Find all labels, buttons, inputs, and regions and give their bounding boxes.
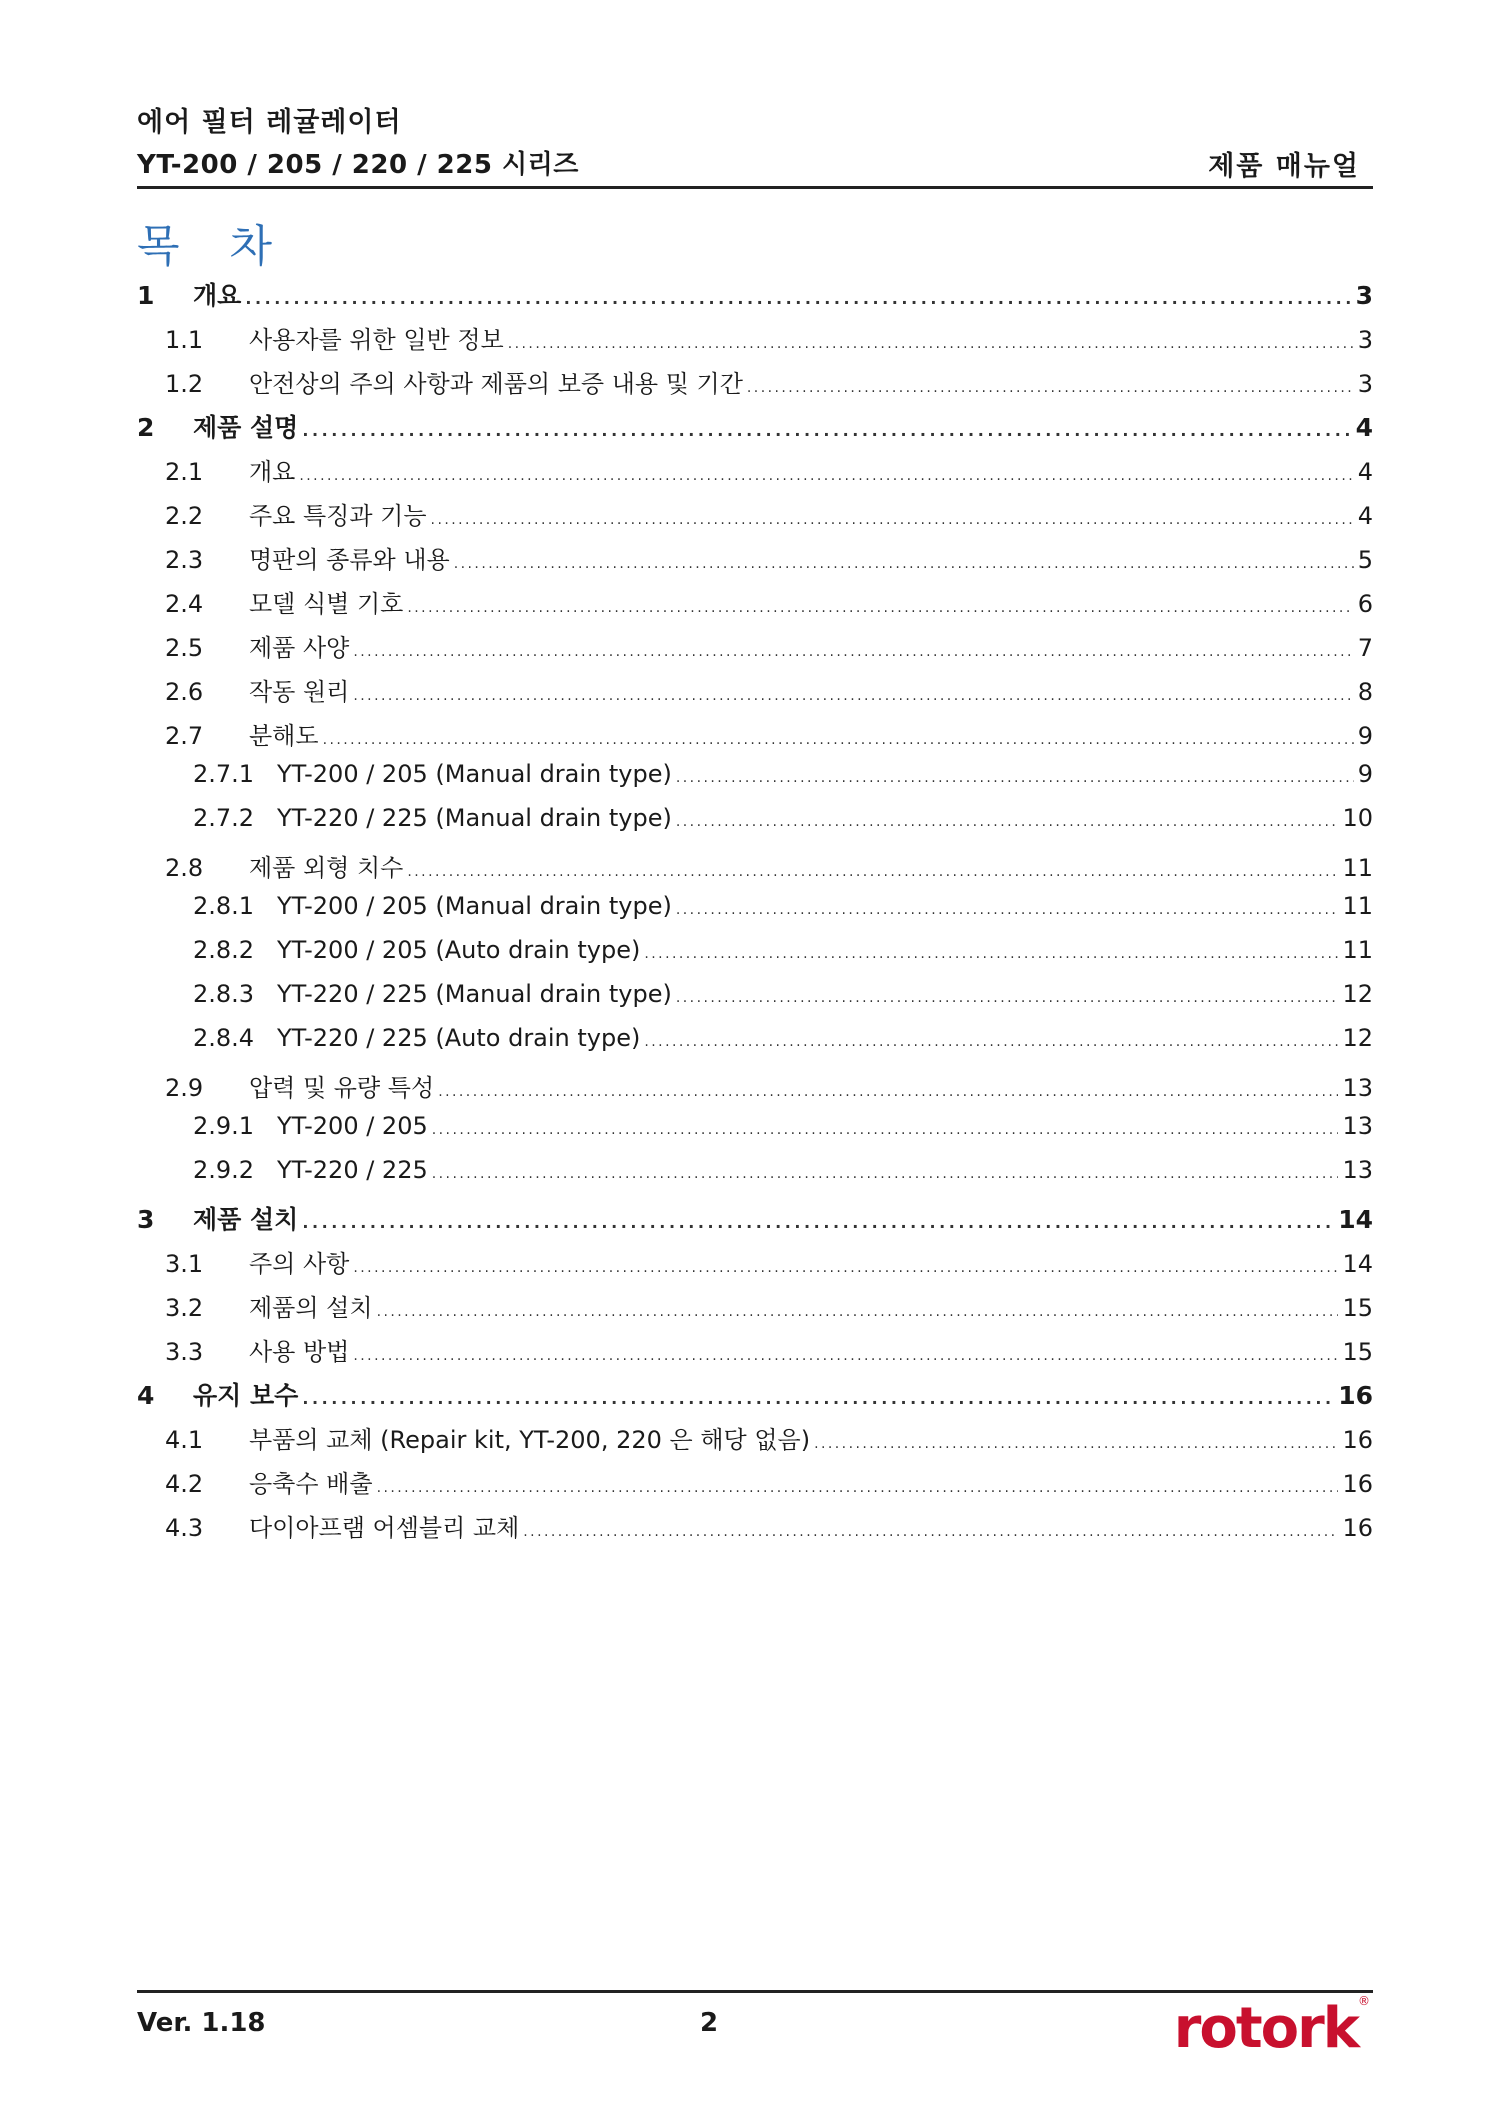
toc-entry-page: 16 [1342, 1426, 1373, 1454]
toc-entry-text: 분해도 [249, 722, 319, 750]
toc-entry-page: 3 [1355, 281, 1373, 310]
rotork-logo [1174, 1996, 1370, 2061]
toc-entry[interactable] [137, 408, 1373, 452]
header-series: YT-200 / 205 / 220 / 225 시리즈 [137, 150, 579, 180]
toc-entry-number: 4.1 [165, 1426, 204, 1454]
toc-entry-number: 4.2 [165, 1470, 204, 1498]
toc-entry[interactable] [137, 1156, 1373, 1200]
toc-entry[interactable] [137, 584, 1373, 628]
toc-entry-text: 제품 사양 [249, 634, 350, 662]
toc-entry-page: 5 [1357, 546, 1373, 574]
toc-entry-number: 3.1 [165, 1250, 204, 1278]
toc-entry-text: 개요 [193, 281, 242, 310]
toc-entry[interactable] [137, 1112, 1373, 1156]
toc-entry[interactable] [137, 540, 1373, 584]
toc-entry[interactable] [137, 1420, 1373, 1464]
toc-entry-page: 16 [1342, 1470, 1373, 1498]
toc-entry-text: 사용자를 위한 일반 정보 [249, 326, 504, 354]
toc-dot-leader [431, 512, 1354, 528]
toc-entry-number: 2.7 [165, 722, 204, 750]
toc-entry-text: 다이아프램 어셈블리 교체 [249, 1514, 520, 1542]
toc-entry-text: YT-220 / 225 (Manual drain type) [277, 804, 672, 832]
toc-entry-text: 제품의 설치 [249, 1294, 373, 1322]
toc-entry-number: 2.9 [165, 1074, 204, 1102]
toc-entry-number: 2.9.2 [193, 1156, 255, 1184]
toc-dot-leader [454, 556, 1354, 572]
toc-title: 목 차 [137, 221, 290, 272]
toc-entry[interactable] [137, 980, 1373, 1024]
toc-entry-text: 모델 식별 기호 [249, 590, 404, 618]
toc-entry-number: 2.7.2 [193, 804, 255, 832]
toc-entry[interactable] [137, 452, 1373, 496]
toc-entry-number: 2 [137, 413, 155, 442]
toc-dot-leader [432, 1122, 1339, 1138]
toc-entry[interactable] [137, 1024, 1373, 1068]
toc-entry-text: 작동 원리 [249, 678, 350, 706]
toc-entry-number: 2.5 [165, 634, 204, 662]
toc-entry-page: 13 [1342, 1074, 1373, 1102]
toc-dot-leader [377, 1480, 1339, 1496]
toc-entry-number: 2.4 [165, 590, 204, 618]
toc-entry-text: 유지 보수 [193, 1381, 299, 1410]
toc-entry-page: 4 [1355, 413, 1373, 442]
toc-entry-text: 제품 설치 [193, 1205, 299, 1234]
toc-dot-leader [353, 688, 1353, 704]
toc-entry[interactable] [137, 936, 1373, 980]
toc-entry[interactable] [137, 276, 1373, 320]
toc-dot-leader [676, 902, 1339, 918]
toc-dot-leader [747, 380, 1354, 396]
toc-dot-leader [407, 864, 1338, 880]
toc-entry-number: 3.2 [165, 1294, 204, 1322]
toc-entry-text: YT-200 / 205 (Manual drain type) [277, 892, 672, 920]
toc-list [137, 276, 1373, 1552]
toc-entry-page: 3 [1357, 370, 1373, 398]
toc-dot-leader [676, 770, 1354, 786]
toc-entry[interactable] [137, 1464, 1373, 1508]
footer-page-number: 2 [700, 2008, 719, 2038]
toc-entry-number: 2.8 [165, 854, 204, 882]
toc-entry-text: YT-220 / 225 (Manual drain type) [277, 980, 672, 1008]
toc-entry-text: 주의 사항 [249, 1250, 350, 1278]
toc-dot-leader [302, 421, 1351, 440]
toc-entry[interactable] [137, 804, 1373, 848]
toc-entry-page: 14 [1338, 1205, 1373, 1234]
toc-entry-text: 주요 특징과 기능 [249, 502, 427, 530]
toc-entry-text: 개요 [249, 458, 296, 486]
toc-entry-page: 4 [1357, 458, 1373, 486]
toc-dot-leader [407, 600, 1353, 616]
toc-entry-number: 2.8.4 [193, 1024, 255, 1052]
logo-text: rotork [1173, 1996, 1358, 2061]
toc-entry-page: 4 [1357, 502, 1373, 530]
toc-entry[interactable] [137, 672, 1373, 716]
toc-entry-page: 12 [1342, 1024, 1373, 1052]
toc-entry-page: 3 [1357, 326, 1373, 354]
toc-entry-number: 4.3 [165, 1514, 204, 1542]
toc-entry-number: 2.3 [165, 546, 204, 574]
toc-entry[interactable] [137, 1200, 1373, 1244]
toc-entry-number: 4 [137, 1381, 155, 1410]
toc-entry-number: 2.6 [165, 678, 204, 706]
toc-dot-leader [353, 1260, 1338, 1276]
toc-entry-number: 1.2 [165, 370, 204, 398]
toc-entry[interactable] [137, 1288, 1373, 1332]
toc-dot-leader [814, 1436, 1338, 1452]
toc-entry[interactable] [137, 848, 1373, 892]
toc-entry[interactable] [137, 1244, 1373, 1288]
toc-entry-page: 11 [1342, 892, 1373, 920]
toc-entry-text: 명판의 종류와 내용 [249, 546, 450, 574]
toc-entry-number: 2.8.3 [193, 980, 255, 1008]
toc-dot-leader [508, 336, 1354, 352]
toc-entry-page: 12 [1342, 980, 1373, 1008]
toc-entry-page: 7 [1357, 634, 1373, 662]
toc-dot-leader [644, 1034, 1338, 1050]
header-divider [137, 186, 1373, 189]
registered-mark: ® [1358, 1994, 1370, 2009]
toc-entry[interactable] [137, 1376, 1373, 1420]
toc-entry-page: 11 [1342, 936, 1373, 964]
toc-dot-leader [377, 1304, 1339, 1320]
toc-entry-page: 13 [1342, 1156, 1373, 1184]
toc-entry-page: 16 [1338, 1381, 1373, 1410]
toc-entry-number: 1 [137, 281, 155, 310]
toc-dot-leader [323, 732, 1354, 748]
toc-entry-text: 제품 설명 [193, 413, 299, 442]
toc-entry-number: 2.7.1 [193, 760, 255, 788]
toc-entry-page: 11 [1342, 854, 1373, 882]
toc-entry-text: 부품의 교체 (Repair kit, YT-200, 220 은 해당 없음) [249, 1426, 811, 1454]
toc-entry-text: YT-220 / 225 (Auto drain type) [277, 1024, 641, 1052]
toc-entry-page: 15 [1342, 1294, 1373, 1322]
footer-divider [137, 1990, 1373, 1993]
toc-entry[interactable] [137, 1068, 1373, 1112]
footer-version: Ver. 1.18 [137, 2008, 266, 2038]
toc-entry[interactable] [137, 320, 1373, 364]
toc-entry-text: 압력 및 유량 특성 [249, 1074, 435, 1102]
toc-entry-page: 13 [1342, 1112, 1373, 1140]
toc-entry-text: YT-200 / 205 [277, 1112, 428, 1140]
toc-entry-text: 제품 외형 치수 [249, 854, 404, 882]
toc-entry-number: 1.1 [165, 326, 204, 354]
toc-entry[interactable] [137, 628, 1373, 672]
toc-entry[interactable] [137, 1332, 1373, 1376]
toc-entry-number: 2.8.1 [193, 892, 255, 920]
toc-dot-leader [523, 1524, 1338, 1540]
toc-entry-number: 2.8.2 [193, 936, 255, 964]
toc-entry-number: 3.3 [165, 1338, 204, 1366]
toc-entry-page: 9 [1357, 760, 1373, 788]
toc-entry-text: YT-220 / 225 [277, 1156, 428, 1184]
toc-dot-leader [245, 289, 1351, 308]
toc-entry-page: 6 [1357, 590, 1373, 618]
toc-entry-text: 응축수 배출 [249, 1470, 373, 1498]
toc-entry[interactable] [137, 364, 1373, 408]
toc-entry[interactable] [137, 760, 1373, 804]
toc-dot-leader [353, 644, 1353, 660]
toc-dot-leader [302, 1389, 1334, 1408]
toc-entry-page: 8 [1357, 678, 1373, 706]
toc-entry-text: 사용 방법 [249, 1338, 350, 1366]
toc-dot-leader [432, 1166, 1339, 1182]
toc-entry-page: 9 [1357, 722, 1373, 750]
toc-dot-leader [353, 1348, 1338, 1364]
toc-entry-page: 15 [1342, 1338, 1373, 1366]
header-title: 에어 필터 레귤레이터 [137, 107, 402, 138]
toc-entry-page: 14 [1342, 1250, 1373, 1278]
toc-dot-leader [676, 814, 1339, 830]
toc-dot-leader [302, 1213, 1334, 1232]
toc-dot-leader [299, 468, 1353, 484]
toc-entry-page: 16 [1342, 1514, 1373, 1542]
header-doc-type: 제품 매뉴얼 [1208, 151, 1360, 182]
toc-entry-number: 2.2 [165, 502, 204, 530]
toc-entry-text: YT-200 / 205 (Auto drain type) [277, 936, 641, 964]
toc-dot-leader [438, 1084, 1338, 1100]
toc-dot-leader [676, 990, 1339, 1006]
toc-entry-number: 3 [137, 1205, 155, 1234]
toc-dot-leader [644, 946, 1338, 962]
toc-entry[interactable] [137, 892, 1373, 936]
toc-entry[interactable] [137, 1508, 1373, 1552]
toc-entry-page: 10 [1342, 804, 1373, 832]
toc-entry-number: 2.1 [165, 458, 204, 486]
toc-entry-number: 2.9.1 [193, 1112, 255, 1140]
toc-entry[interactable] [137, 496, 1373, 540]
toc-entry-text: 안전상의 주의 사항과 제품의 보증 내용 및 기간 [249, 370, 743, 398]
toc-entry[interactable] [137, 716, 1373, 760]
toc-entry-text: YT-200 / 205 (Manual drain type) [277, 760, 672, 788]
